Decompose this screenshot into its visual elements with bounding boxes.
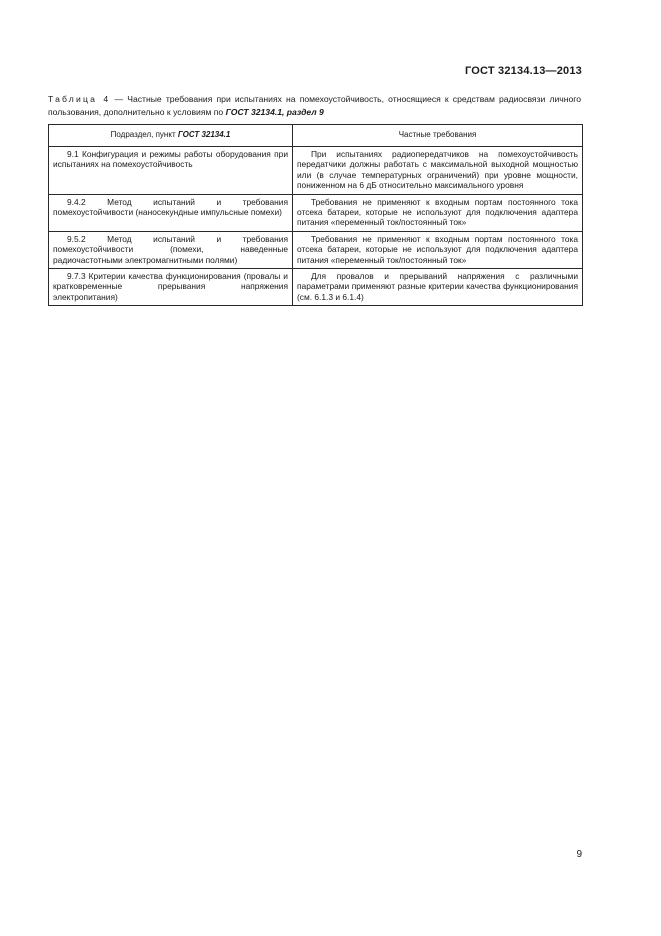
table-caption-lead: Таблица 4 <box>48 94 111 104</box>
table-cell-section: 9.7.3 Критерии качества функционирования (провалы и кратковременные прерывания напряжения электропитания) <box>49 269 293 306</box>
table-cell-requirement: Требования не применяют к входным портам постоянного тока отсека батареи, которые не используют для подключения адаптера питания «переменный ток/постоянный ток» <box>293 194 583 231</box>
table-row <box>49 231 583 268</box>
table-cell-section: 9.1 Конфигурация и режимы работы оборудования при испытаниях на помехоустойчивость <box>49 147 293 195</box>
requirements-table <box>48 124 583 306</box>
column-header-section: Подраздел, пункт ГОСТ 32134.1 <box>49 125 293 147</box>
table-cell-section: 9.4.2 Метод испытаний и требования помехоустойчивости (наносекундные импульсные помехи) <box>49 194 293 231</box>
column-header-section-ref: ГОСТ 32134.1 <box>177 130 231 140</box>
table-cell-requirement: При испытаниях радиопередатчиков на помехоустойчивость передатчики должны работать с максимальной выходной мощностью или (в случае температурных ограничений) при уровне мощности, пониженном на 6 дБ относительно максимального уровня <box>293 147 583 195</box>
table-header-row <box>49 125 583 147</box>
table-caption <box>48 93 581 119</box>
table-row <box>49 269 583 306</box>
table-cell-section: 9.5.2 Метод испытаний и требования помехоустойчивости (помехи, наведенные радиочастотными электромагнитными полями) <box>49 231 293 268</box>
standard-designation: ГОСТ 32134.13—2013 <box>464 65 582 77</box>
table-row <box>49 194 583 231</box>
column-header-requirements: Частные требования <box>293 125 583 147</box>
table-caption-text: — Частные требования при испытаниях на помехоустойчивость, относящиеся к средствам радиосвязи личного пользования, дополнительно к условиям по <box>48 94 581 117</box>
table-cell-requirement: Для провалов и прерываний напряжения с различными параметрами применяют разные критерии качества функционирования (см. 6.1.3 и 6.1.4) <box>293 269 583 306</box>
table-row <box>49 147 583 195</box>
page-number: 9 <box>576 849 582 860</box>
table-cell-requirement: Требования не применяют к входным портам постоянного тока отсека батареи, которые не используют для подключения адаптера питания «переменный ток/постоянный ток» <box>293 231 583 268</box>
table-caption-reference: ГОСТ 32134.1, раздел 9 <box>225 107 324 117</box>
